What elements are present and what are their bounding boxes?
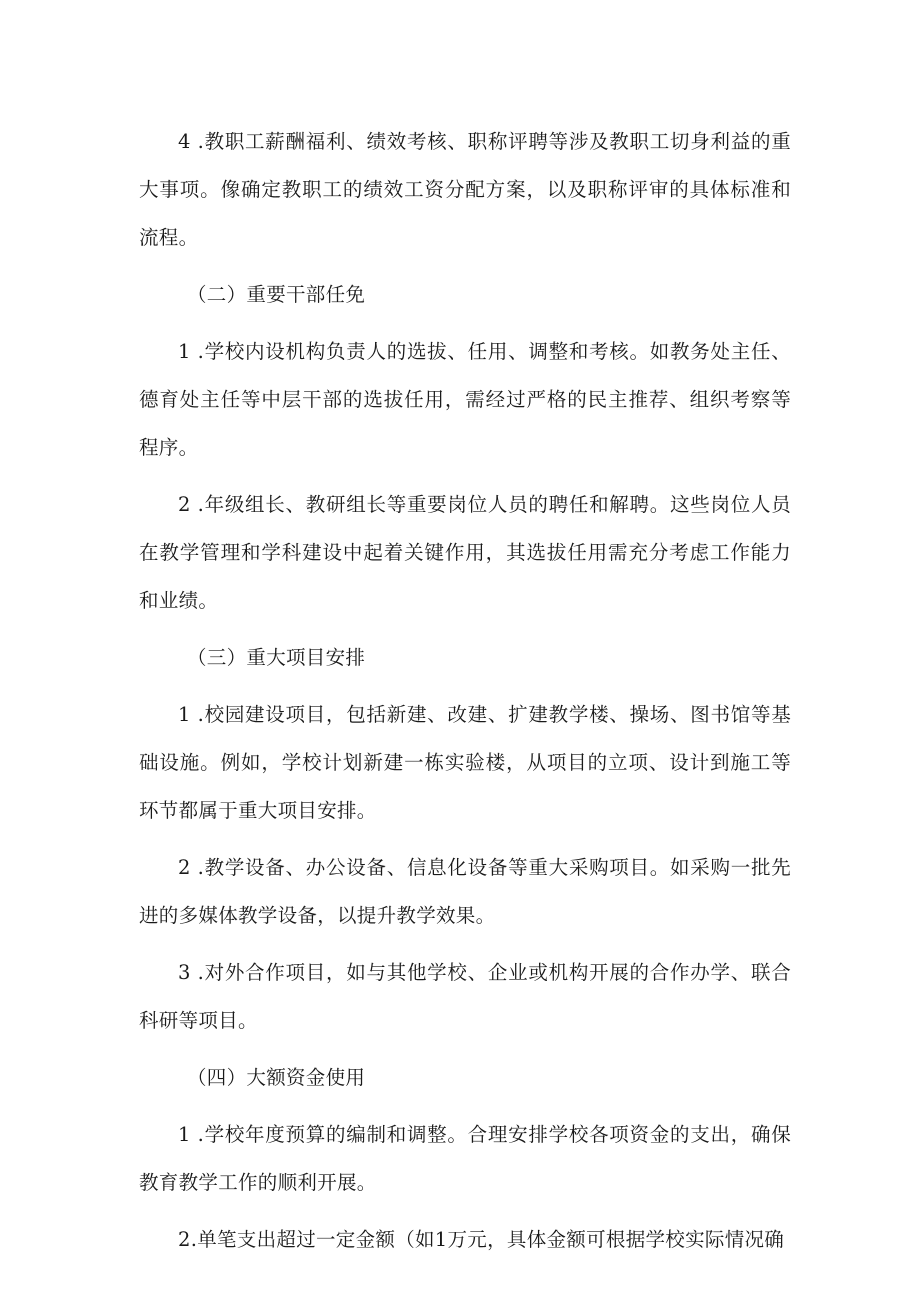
paragraph-item-2-equipment-purchase: 2 .教学设备、办公设备、信息化设备等重大采购项目。如采购一批先进的多媒体教学设备，以提升教学效果。 — [139, 856, 791, 927]
paragraph-item-4-compensation: 4 .教职工薪酬福利、绩效考核、职称评聘等涉及教职工切身利益的重大事项。像确定教职工的绩效工资分配方案，以及职称评审的具体标准和流程。 — [139, 130, 791, 249]
section-heading-cadre-appointment: （二）重要干部任免 — [187, 283, 366, 306]
paragraph-item-3-external-cooperation: 3 .对外合作项目，如与其他学校、企业或机构开展的合作办学、联合科研等项目。 — [139, 961, 791, 1032]
section-heading-major-projects: （三）重大项目安排 — [187, 646, 366, 669]
document-body — [139, 118, 791, 1264]
paragraph-item-1-internal-heads: 1 .学校内设机构负责人的选拔、任用、调整和考核。如教务处主任、德育处主任等中层干部的选拔任用，需经过严格的民主推荐、组织考察等程序。 — [139, 340, 791, 459]
section-heading-large-funds: （四）大额资金使用 — [187, 1066, 366, 1089]
paragraph-item-1-campus-construction: 1 .校园建设项目，包括新建、改建、扩建教学楼、操场、图书馆等基础设施。例如，学校计划新建一栋实验楼，从项目的立项、设计到施工等环节都属于重大项目安排。 — [139, 703, 791, 822]
paragraph-item-1-annual-budget: 1 .学校年度预算的编制和调整。合理安排学校各项资金的支出，确保教育教学工作的顺利开展。 — [139, 1123, 791, 1194]
paragraph-item-2-single-expense: 2.单笔支出超过一定金额（如1万元，具体金额可根据学校实际情况确 — [178, 1228, 785, 1251]
paragraph-item-2-group-leaders: 2 .年级组长、教研组长等重要岗位人员的聘任和解聘。这些岗位人员在教学管理和学科建设中起着关键作用，其选拔任用需充分考虑工作能力和业绩。 — [139, 493, 791, 612]
